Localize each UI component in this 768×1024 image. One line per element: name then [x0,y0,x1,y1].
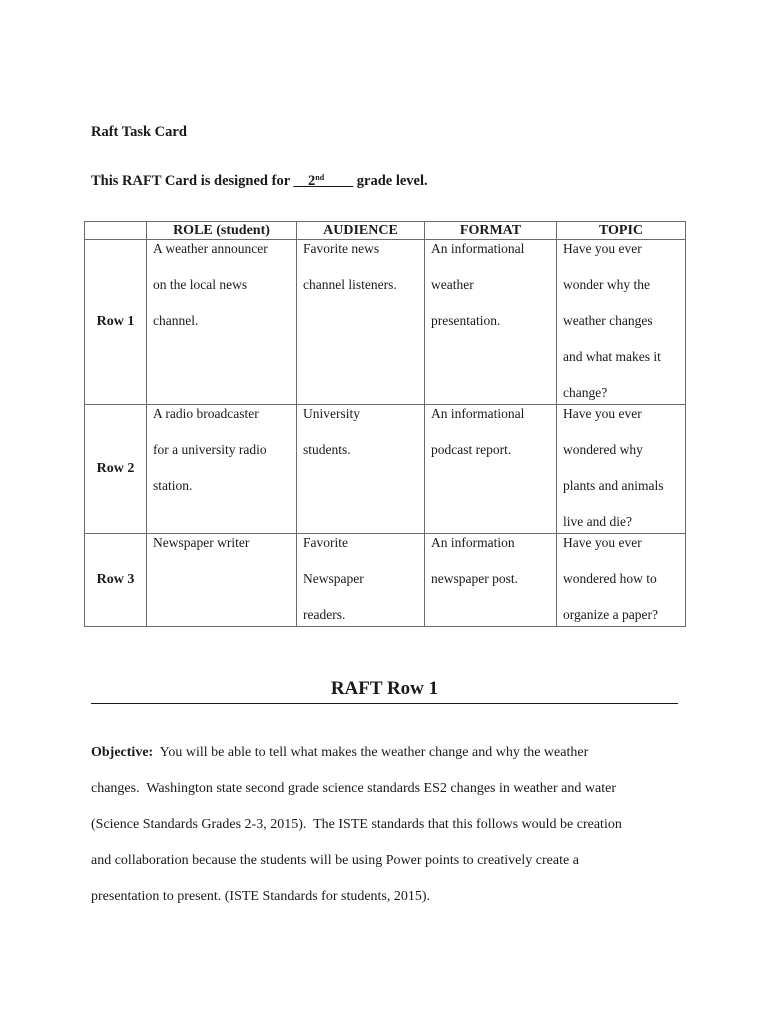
grade-level-line [91,173,428,190]
section-title: RAFT Row 1 [330,678,439,699]
grade-superscript: nd [315,173,325,182]
grade-suffix: grade level. [353,173,428,189]
role-cell: Newspaper writer [147,534,297,627]
role-cell: A weather announcer on the local news channel. [147,240,297,405]
objective-line: changes. Washington state second grade science standards ES2 changes in weather and water [91,781,616,796]
column-header-role: ROLE (student) [147,222,297,240]
card-title: Raft Task Card [91,124,187,140]
table-row [85,534,686,627]
topic-cell: Have you ever wondered why plants and animals live and die? [557,405,686,534]
format-cell: An informational podcast report. [425,405,557,534]
raft-table [84,221,686,627]
grade-value: 2 [308,173,316,189]
section-divider [91,703,678,704]
column-header-format: FORMAT [425,222,557,240]
column-header-topic: TOPIC [557,222,686,240]
objective-line: presentation to present. (ISTE Standards for students, 2015). [91,889,431,904]
column-header-audience: AUDIENCE [297,222,425,240]
grade-prefix: This RAFT Card is designed for [91,173,294,189]
audience-cell: University students. [297,405,425,534]
objective-line: and collaboration because the students will be using Power points to creatively create a [91,853,579,868]
row-label: Row 3 [85,534,147,627]
objective-label: Objective: [91,745,154,760]
audience-cell: Favorite Newspaper readers. [297,534,425,627]
topic-cell: Have you ever wonder why the weather changes and what makes it change? [557,240,686,405]
row-label: Row 2 [85,405,147,534]
column-header-empty [85,222,147,240]
objective-line: (Science Standards Grades 2-3, 2015). The ISTE standards that this follows would be creation [91,817,622,832]
grade-blank: __2nd____ [293,173,354,189]
table-row [85,405,686,534]
row-label: Row 1 [85,240,147,405]
format-cell: An informational weather presentation. [425,240,557,405]
audience-cell: Favorite news channel listeners. [297,240,425,405]
objective-paragraph [91,735,681,915]
format-cell: An information newspaper post. [425,534,557,627]
table-row [85,240,686,405]
objective-line: You will be able to tell what makes the weather change and why the weather [153,745,589,760]
topic-cell: Have you ever wondered how to organize a paper? [557,534,686,627]
role-cell: A radio broadcaster for a university radio station. [147,405,297,534]
